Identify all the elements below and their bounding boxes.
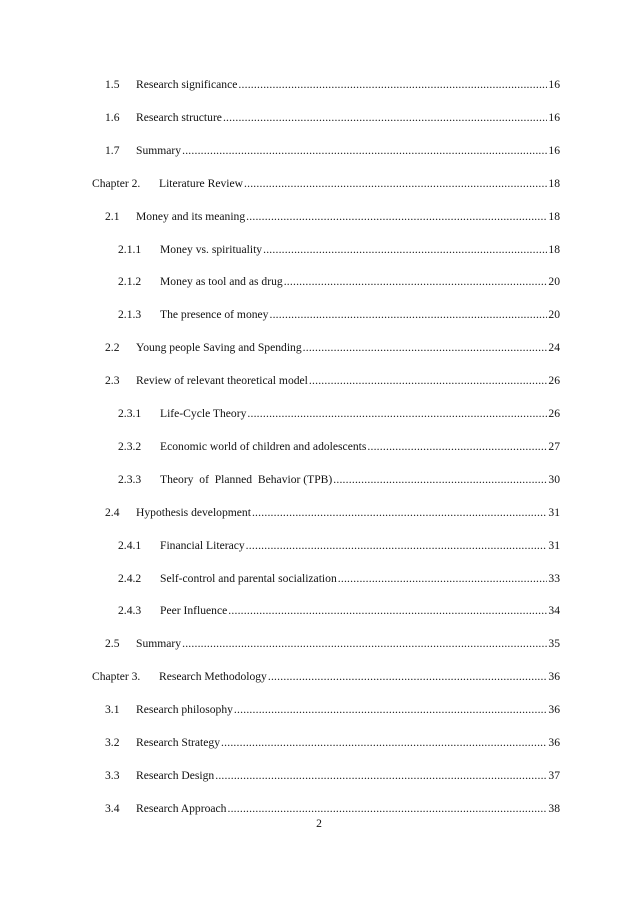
page-number: 2	[316, 817, 322, 830]
toc-entry-page: 30	[548, 472, 560, 486]
toc-entry-number: 2.1.3	[118, 308, 142, 322]
toc-entry-page: 26	[548, 407, 560, 420]
toc-dot-leader	[182, 143, 547, 159]
toc-entry	[118, 274, 560, 290]
toc-entry	[105, 209, 560, 225]
toc-entry-page: 16	[548, 78, 560, 91]
toc-entry-page: 18	[548, 176, 560, 190]
toc-entry	[105, 702, 560, 718]
toc-entry	[118, 472, 560, 488]
toc-entry-page: 38	[548, 801, 560, 815]
toc-entry-number: 3.2	[105, 736, 120, 749]
toc-entry-title: Research Strategy	[136, 736, 221, 749]
toc-entry-title: Economic world of children and adolescents	[160, 439, 367, 453]
toc-entry-page: 26	[548, 374, 560, 388]
toc-entry	[105, 340, 560, 356]
toc-entry-title: Money as tool and as drug	[160, 275, 283, 289]
toc-entry-title: Young people Saving and Spending	[136, 341, 302, 355]
toc-entry	[118, 603, 560, 619]
toc-entry-title: Self-control and parental socialization	[160, 571, 337, 585]
toc-entry-number: Chapter 2.	[92, 176, 141, 190]
toc-dot-leader	[333, 472, 547, 488]
toc-dot-leader	[303, 340, 548, 356]
toc-dot-leader	[228, 603, 547, 619]
toc-entry-number: 2.1.2	[118, 275, 142, 289]
toc-dot-leader	[234, 702, 547, 718]
toc-entry-title: Financial Literacy	[160, 538, 245, 552]
toc-entry	[118, 242, 560, 258]
toc-entry-page: 18	[548, 209, 560, 223]
toc-entry-number: 2.4	[105, 505, 120, 519]
toc-dot-leader	[338, 571, 548, 587]
toc-entry-number: 2.4.2	[118, 571, 142, 585]
toc-entry	[92, 669, 560, 685]
toc-entry	[118, 406, 560, 422]
toc-entry-number: 1.7	[105, 143, 120, 157]
toc-entry-title: Research Design	[136, 768, 215, 782]
toc-dot-leader	[223, 110, 547, 126]
toc-entry	[105, 77, 560, 93]
toc-entry-page: 24	[548, 341, 560, 355]
toc-dot-leader	[227, 801, 547, 817]
toc-entry	[105, 735, 560, 751]
toc-entry-number: 3.1	[105, 703, 120, 717]
toc-entry	[105, 110, 560, 126]
toc-entry-title: Research Methodology	[159, 670, 267, 684]
toc-entry	[105, 801, 560, 817]
toc-entry-number: 3.4	[105, 801, 120, 815]
toc-entry-page: 27	[548, 439, 560, 453]
toc-entry-number: 2.5	[105, 637, 120, 651]
toc-entry	[105, 143, 560, 159]
toc-entry-title: Review of relevant theoretical model	[136, 374, 308, 388]
toc-entry-number: Chapter 3.	[92, 670, 141, 684]
toc-entry-title: Life-Cycle Theory	[160, 407, 247, 420]
toc-entry-title: Research structure	[136, 110, 222, 124]
toc-entry-page: 16	[548, 143, 560, 157]
toc-entry-number: 1.6	[105, 110, 120, 124]
toc-dot-leader	[246, 209, 547, 225]
toc-entry-page: 31	[548, 505, 560, 519]
toc-entry-title: Literature Review	[159, 176, 244, 190]
toc-entry-page: 35	[548, 637, 560, 651]
toc-entry-title: The presence of money	[160, 308, 269, 322]
toc-entry-page: 36	[548, 670, 560, 684]
toc-entry-title: Summary	[136, 637, 182, 651]
toc-dot-leader	[221, 735, 547, 751]
toc-entry	[118, 538, 560, 554]
toc-dot-leader	[268, 669, 548, 685]
toc-entry-page: 37	[548, 768, 560, 782]
toc-entry	[118, 439, 560, 455]
toc-entry-page: 36	[548, 703, 560, 717]
toc-dot-leader	[182, 636, 547, 652]
toc-entry-page: 34	[548, 604, 560, 618]
toc-entry	[118, 571, 560, 587]
toc-entry-title: Research philosophy	[136, 703, 233, 717]
toc-entry-number: 2.3.3	[118, 472, 142, 486]
toc-entry-title: Money and its meaning	[136, 209, 246, 223]
toc-entry-number: 2.4.1	[118, 538, 142, 552]
toc-entry-page: 20	[548, 275, 560, 289]
toc-entry-title: Research significance	[136, 78, 238, 91]
toc-dot-leader	[244, 176, 547, 192]
toc-entry-number: 3.3	[105, 768, 120, 782]
toc-entry-page: 16	[548, 110, 560, 124]
toc-entry	[105, 636, 560, 652]
toc-dot-leader	[284, 274, 548, 290]
toc-entry-page: 18	[548, 242, 560, 256]
toc-dot-leader	[367, 439, 547, 455]
toc-entry-number: 2.1.1	[118, 242, 142, 256]
toc-entry-page: 20	[548, 308, 560, 322]
toc-entry-number: 2.1	[105, 209, 120, 223]
toc-dot-leader	[215, 768, 547, 784]
toc-entry-title: Research Approach	[136, 801, 227, 815]
toc-entry-title: Hypothesis development	[136, 505, 251, 519]
toc-entry-title: Theory of Planned Behavior (TPB)	[160, 472, 333, 486]
toc-entry-page: 36	[548, 736, 560, 749]
toc-entry	[105, 505, 560, 521]
toc-entry-number: 2.3	[105, 374, 120, 388]
toc-entry-number: 1.5	[105, 78, 120, 91]
toc-entry-title: Summary	[136, 143, 182, 157]
toc-entry-title: Money vs. spirituality	[160, 242, 263, 256]
toc-entry-title: Peer Influence	[160, 604, 228, 618]
toc-entry	[118, 307, 560, 323]
toc-entry-number: 2.3.2	[118, 439, 142, 453]
toc-entry-page: 33	[548, 571, 560, 585]
toc-entry	[92, 176, 560, 192]
toc-entry-page: 31	[548, 538, 560, 552]
toc-dot-leader	[263, 242, 547, 258]
toc-dot-leader	[246, 538, 548, 554]
toc-entry	[105, 768, 560, 784]
toc-entry-number: 2.2	[105, 341, 120, 355]
toc-entry-number: 2.3.1	[118, 407, 142, 420]
toc-dot-leader	[247, 406, 547, 422]
toc-dot-leader	[238, 77, 547, 93]
toc-dot-leader	[269, 307, 547, 323]
toc-entry-number: 2.4.3	[118, 604, 142, 618]
toc-entry	[105, 373, 560, 389]
toc-dot-leader	[252, 505, 547, 521]
toc-dot-leader	[309, 373, 548, 389]
